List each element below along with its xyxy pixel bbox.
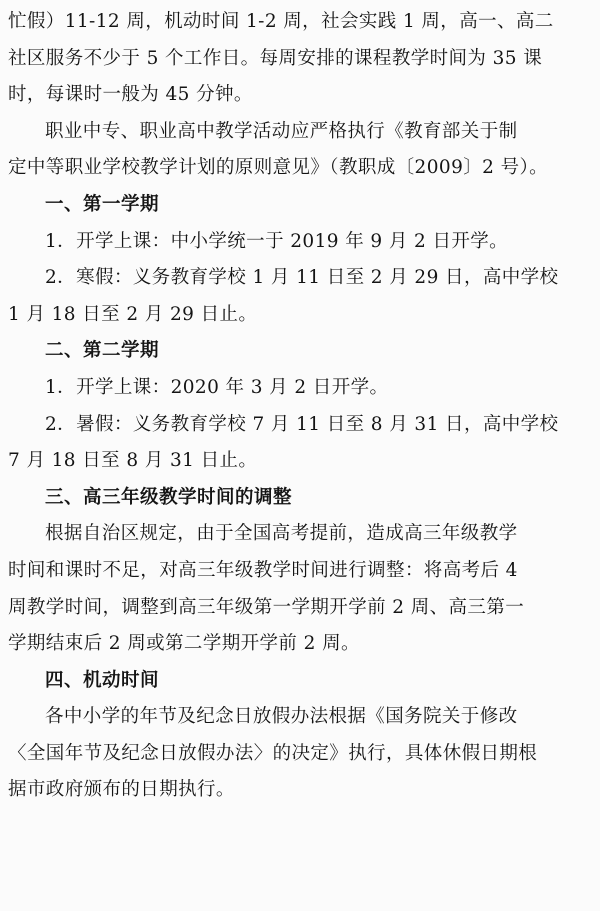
section-1-item-2-line-2: 1 月 18 日至 2 月 29 日止。 <box>8 303 258 325</box>
section-2-item-2-line-1: 2．暑假：义务教育学校 7 月 11 日至 8 月 31 日，高中学校 <box>45 413 559 435</box>
section-1-item-2 <box>8 260 594 333</box>
intro-line-3: 时，每课时一般为 45 分钟。 <box>8 84 253 106</box>
intro-line-1: 忙假）11-12 周，机动时间 1-2 周，社会实践 1 周，高一、高二 <box>8 11 554 32</box>
vocational-line-1: 职业中专、职业高中教学活动应严格执行《教育部关于制 <box>45 120 518 142</box>
section-1-item-2-line-1: 2．寒假：义务教育学校 1 月 11 日至 2 月 29 日，高中学校 <box>45 267 559 289</box>
section-3-line-3: 周教学时间，调整到高三年级第一学期开学前 2 周、高三第一 <box>8 596 525 618</box>
intro-line-2: 社区服务不少于 5 个工作日。每周安排的课程教学时间为 35 课 <box>8 47 543 69</box>
vocational-line-2: 定中等职业学校教学计划的原则意见》（教职成〔2009〕2 号）。 <box>8 157 549 179</box>
section-4-line-3: 据市政府颁布的日期执行。 <box>8 779 235 801</box>
document-body <box>8 4 594 809</box>
section-4-heading: 四、机动时间 <box>45 669 160 691</box>
section-3-paragraph <box>8 516 594 662</box>
section-4-line-1: 各中小学的年节及纪念日放假办法根据《国务院关于修改 <box>45 706 518 728</box>
section-4-paragraph <box>8 699 594 809</box>
section-2-item-2 <box>8 407 594 480</box>
section-2-item-2-line-2: 7 月 18 日至 8 月 31 日止。 <box>8 450 258 472</box>
section-4-line-2: 〈全国年节及纪念日放假办法〉的决定》执行，具体休假日期根 <box>8 742 538 764</box>
section-3-line-4: 学期结束后 2 周或第二学期开学前 2 周。 <box>8 633 360 655</box>
section-1-item-1-text: 1．开学上课：中小学统一于 2019 年 9 月 2 日开学。 <box>45 230 509 252</box>
section-2-item-1-text: 1．开学上课：2020 年 3 月 2 日开学。 <box>45 376 389 398</box>
section-1-heading: 一、第一学期 <box>45 193 160 215</box>
section-1-item-1 <box>8 224 594 261</box>
section-2-heading: 二、第二学期 <box>45 340 160 362</box>
intro-paragraph <box>8 4 594 114</box>
section-3-line-2: 时间和课时不足，对高三年级教学时间进行调整：将高考后 4 <box>8 559 518 581</box>
section-3-heading: 三、高三年级教学时间的调整 <box>45 486 293 508</box>
vocational-paragraph <box>8 114 594 187</box>
section-3-line-1: 根据自治区规定，由于全国高考提前，造成高三年级教学 <box>45 523 518 545</box>
section-2-item-1 <box>8 370 594 407</box>
